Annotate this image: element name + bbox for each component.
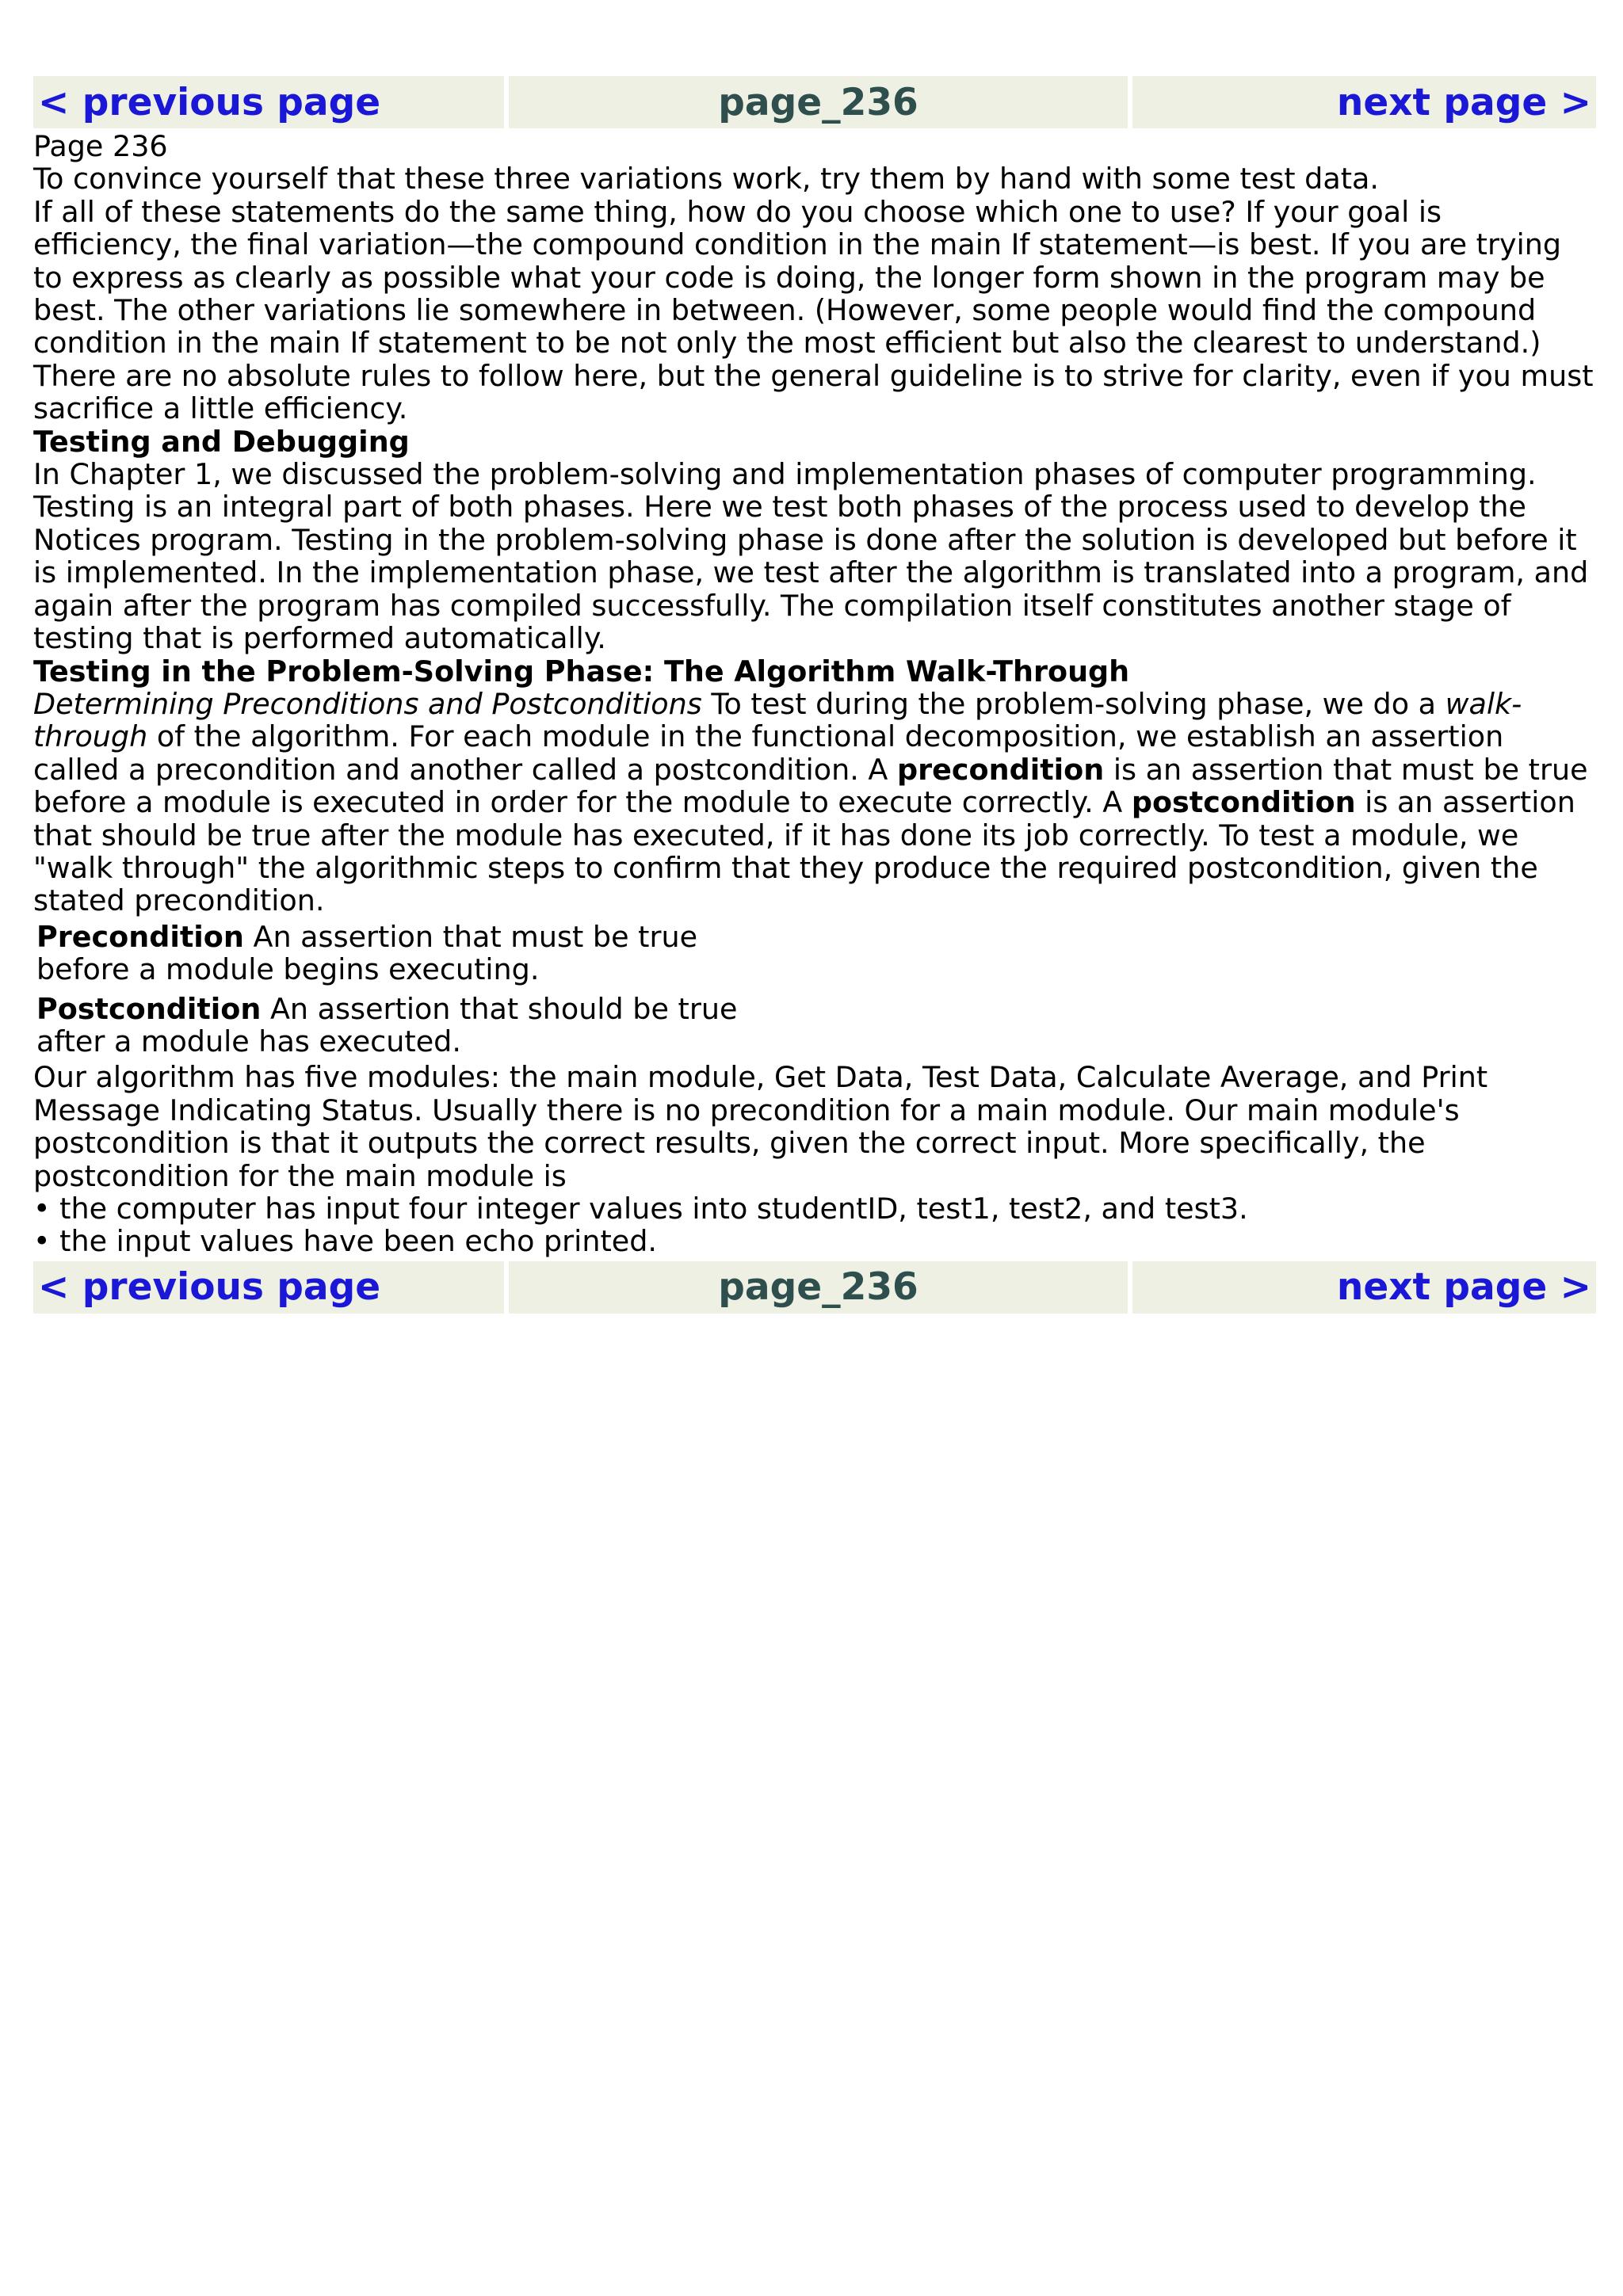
page-label: page_236 [718,1265,918,1310]
next-page-link[interactable]: next page > [1336,1265,1591,1310]
previous-page-link[interactable]: < previous page [38,1265,381,1310]
paragraph-4-italic-walk: walk-through [33,686,1522,754]
page-number: Page 236 [33,129,168,163]
next-page-link[interactable]: next page > [1336,80,1591,124]
definition-precondition-text: An assertion that must be true before a module begins executing. [36,919,698,987]
bottom-next-cell [1132,1261,1596,1314]
document-page [33,76,1596,1314]
paragraph-3: In Chapter 1, we discussed the problem-solving and implementation phases of computer programming. Testing is an integral part of both phases. Here we test both phases of the process used to develop the Notices program. Testing in the problem-solving phase is done after the solution is developed but before it is implemented. In the implementation phase, we test after the algorithm is translated into a program, and again after the program has compiled successfully. The compilation itself constitutes another stage of testing that is performed automatically. [33,457,1589,656]
bottom-page-cell [509,1261,1128,1314]
definition-precondition [36,921,773,986]
section-heading-walk-through: Testing in the Problem-Solving Phase: The Algorithm Walk-Through [33,654,1130,688]
paragraph-1: To convince yourself that these three variations work, try them by hand with some test data. [33,162,1379,196]
page-label: page_236 [718,80,918,124]
paragraph-4-text-1: To test during the problem-solving phase, we do a [701,686,1445,721]
term-precondition: precondition [897,752,1105,787]
term-postcondition: postcondition [1131,785,1356,820]
paragraph-4-italic-lead: Determining Preconditions and Postconditions [33,686,702,721]
paragraph-4-text-2: of the algorithm. For each module in the functional decomposition, we establish an assertion called a precondition and another called a postcondition. A [33,719,1504,787]
bottom-nav-bar [33,1261,1596,1314]
previous-page-link[interactable]: < previous page [38,80,381,124]
bullet-item: • the input values have been echo printed. [33,1224,657,1259]
paragraph-4-text-4: is an assertion that should be true after the module has executed, if it has done its job correctly. To test a module, we "walk through" the algorithmic steps to confirm that they produce the required postcondition, given the stated precondition. [33,785,1575,918]
top-prev-cell [33,76,504,128]
page-content [33,128,1596,1261]
paragraph-4 [33,688,1596,917]
paragraph-5: Our algorithm has five modules: the main module, Get Data, Test Data, Calculate Average, and Print Message Indicating Status. Usually there is no precondition for a main module. Our main module's postcondition is that it outputs the correct results, given the correct input. More specifically, the postcondition for the main module is [33,1060,1488,1193]
paragraph-4-text-3: is an assertion that must be true before a module is executed in order for the module to execute correctly. A [33,752,1588,820]
top-nav-bar [33,76,1596,128]
top-page-cell [509,76,1128,128]
top-next-cell [1132,76,1596,128]
definition-postcondition [36,993,773,1058]
definition-precondition-term: Precondition [36,919,244,954]
bottom-prev-cell [33,1261,504,1314]
bullet-item: • the computer has input four integer values into studentID, test1, test2, and test3. [33,1192,1248,1226]
definition-postcondition-term: Postcondition [36,991,262,1026]
definition-postcondition-text: An assertion that should be true after a module has executed. [36,991,738,1058]
paragraph-2: If all of these statements do the same thing, how do you choose which one to use? If your goal is efficiency, the final variation—the compound condition in the main If statement—is best. If you are trying to express as clearly as possible what your code is doing, the longer form shown in the program may be best. The other variations lie somewhere in between. (However, some people would find the compound condition in the main If statement to be not only the most efficient but also the clearest to understand.) There are no absolute rules to follow here, but the general guideline is to strive for clarity, even if you must sacrifice a little efficiency. [33,194,1594,426]
section-heading-testing-debugging: Testing and Debugging [33,424,410,459]
